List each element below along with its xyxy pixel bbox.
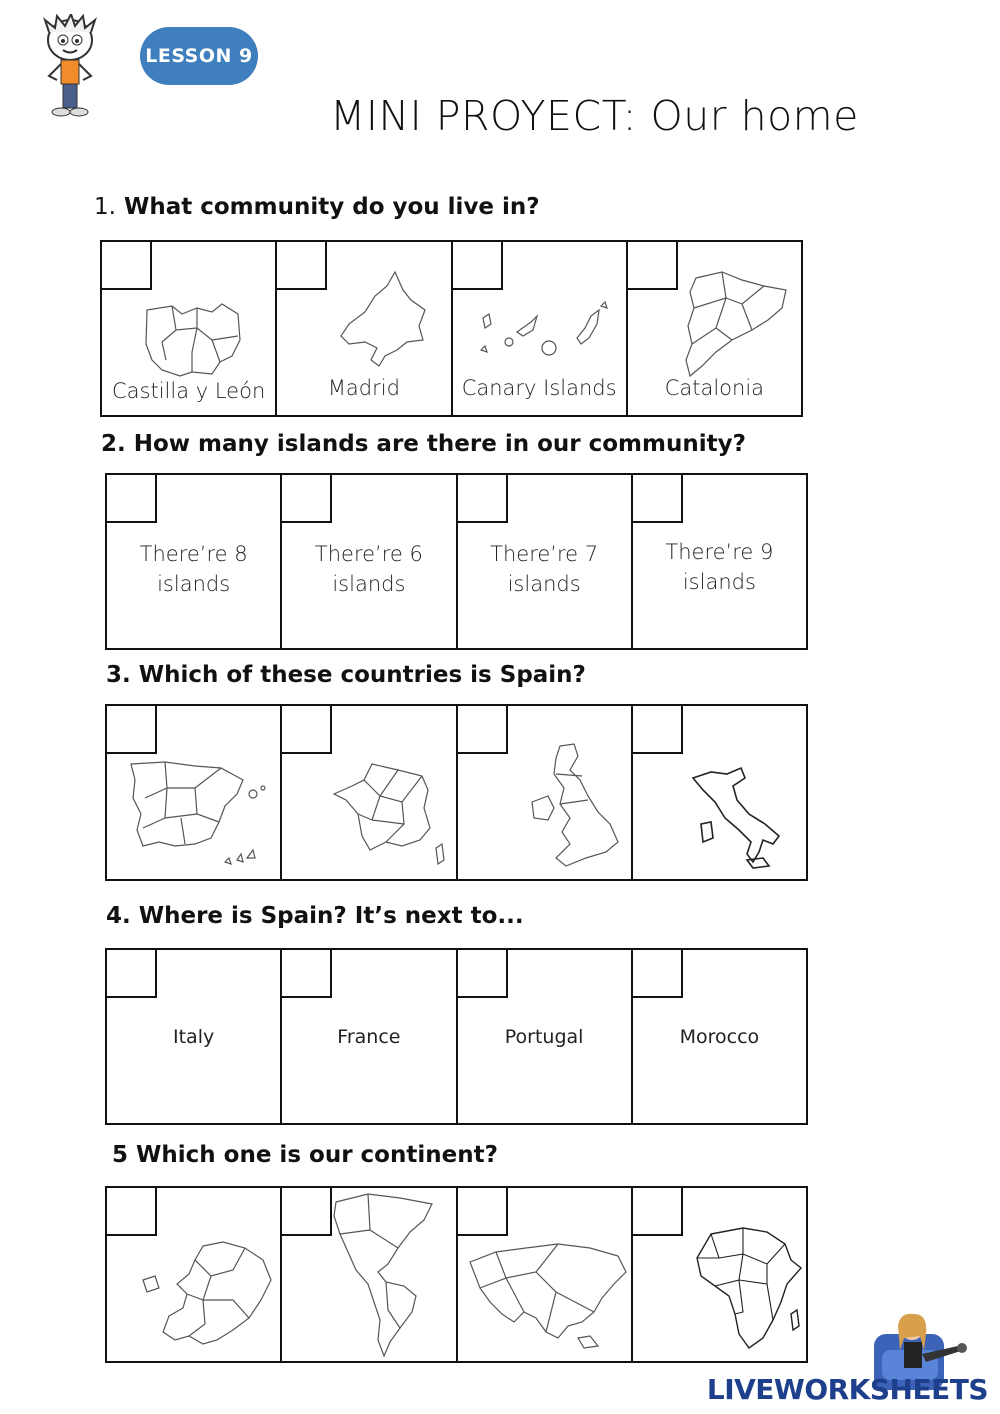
checkbox[interactable]	[631, 473, 683, 523]
question-3-title: 3. Which of these countries is Spain?	[106, 662, 586, 688]
italy-map-icon	[687, 766, 789, 870]
option-label-line2: islands	[507, 572, 581, 596]
option-france	[282, 706, 457, 879]
checkbox[interactable]	[631, 704, 683, 754]
option-label: Morocco	[679, 1026, 760, 1048]
option-label-line2: islands	[157, 572, 231, 596]
checkbox[interactable]	[280, 704, 332, 754]
castilla-y-leon-map-icon	[142, 300, 242, 380]
option-asia	[458, 1188, 633, 1361]
question-1-title: 1. What community do you live in?	[94, 194, 540, 220]
checkbox[interactable]	[105, 1186, 157, 1236]
option-label: Madrid	[327, 376, 400, 400]
option-castilla-y-leon	[102, 242, 277, 415]
checkbox[interactable]	[456, 473, 508, 523]
checkbox[interactable]	[105, 948, 157, 998]
americas-map-icon	[328, 1190, 444, 1360]
option-label: Italy	[173, 1026, 215, 1048]
option-label: France	[337, 1026, 401, 1048]
checkbox[interactable]	[456, 1186, 508, 1236]
checkbox[interactable]	[275, 240, 327, 290]
option-canary-islands	[453, 242, 628, 415]
question-5-title: 5 Which one is our continent?	[112, 1142, 498, 1168]
checkbox[interactable]	[456, 704, 508, 754]
checkbox[interactable]	[105, 473, 157, 523]
option-label: Castilla y León	[111, 379, 266, 403]
option-label: Catalonia	[664, 376, 765, 400]
france-map-icon	[332, 760, 448, 866]
option-label: Portugal	[504, 1026, 584, 1048]
checkbox[interactable]	[631, 948, 683, 998]
option-label-line1: There’re 6	[314, 542, 423, 566]
europe-map-icon	[133, 1240, 277, 1352]
checkbox[interactable]	[280, 948, 332, 998]
option-portugal	[458, 950, 633, 1123]
cartoon-boy-icon	[35, 14, 105, 118]
checkbox[interactable]	[626, 240, 678, 290]
lesson-badge: LESSON 9	[140, 27, 258, 85]
question-2-options	[105, 473, 808, 650]
asia-map-icon	[466, 1242, 628, 1352]
option-spain	[107, 706, 282, 879]
liveworksheets-logo: LIVEWORKSHEETS	[706, 1373, 988, 1406]
checkbox[interactable]	[631, 1186, 683, 1236]
option-france	[282, 950, 457, 1123]
option-label-line1: There’re 9	[665, 540, 774, 564]
checkbox[interactable]	[280, 473, 332, 523]
option-italy	[633, 706, 806, 879]
option-africa	[633, 1188, 806, 1361]
madrid-map-icon	[335, 270, 429, 368]
option-united-kingdom	[458, 706, 633, 879]
question-3-options	[105, 704, 808, 881]
catalonia-map-icon	[682, 268, 792, 380]
question-4-title: 4. Where is Spain? It’s next to...	[106, 903, 524, 929]
checkbox[interactable]	[105, 704, 157, 754]
uk-map-icon	[526, 740, 626, 872]
spain-map-icon	[125, 758, 269, 870]
option-label-line1: There’re 7	[490, 542, 599, 566]
checkbox[interactable]	[280, 1186, 332, 1236]
africa-map-icon	[693, 1224, 805, 1354]
option-9-islands	[633, 475, 806, 648]
checkbox[interactable]	[451, 240, 503, 290]
option-europe	[107, 1188, 282, 1361]
option-label-line2: islands	[682, 570, 756, 594]
option-8-islands	[107, 475, 282, 648]
checkbox[interactable]	[456, 948, 508, 998]
option-label-line2: islands	[332, 572, 406, 596]
page-title: MINI PROYECT: Our home	[330, 92, 859, 140]
question-4-options	[105, 948, 808, 1125]
option-catalonia	[628, 242, 801, 415]
option-6-islands	[282, 475, 457, 648]
option-italy	[107, 950, 282, 1123]
option-morocco	[633, 950, 806, 1123]
question-2-title: 2. How many islands are there in our community?	[101, 431, 746, 457]
option-label: Canary Islands	[461, 376, 617, 400]
option-label-line1: There’re 8	[139, 542, 248, 566]
canary-islands-map-icon	[473, 298, 613, 360]
option-7-islands	[458, 475, 633, 648]
question-5-options	[105, 1186, 808, 1363]
option-americas	[282, 1188, 457, 1361]
option-madrid	[277, 242, 452, 415]
checkbox[interactable]	[100, 240, 152, 290]
question-1-options	[100, 240, 803, 417]
